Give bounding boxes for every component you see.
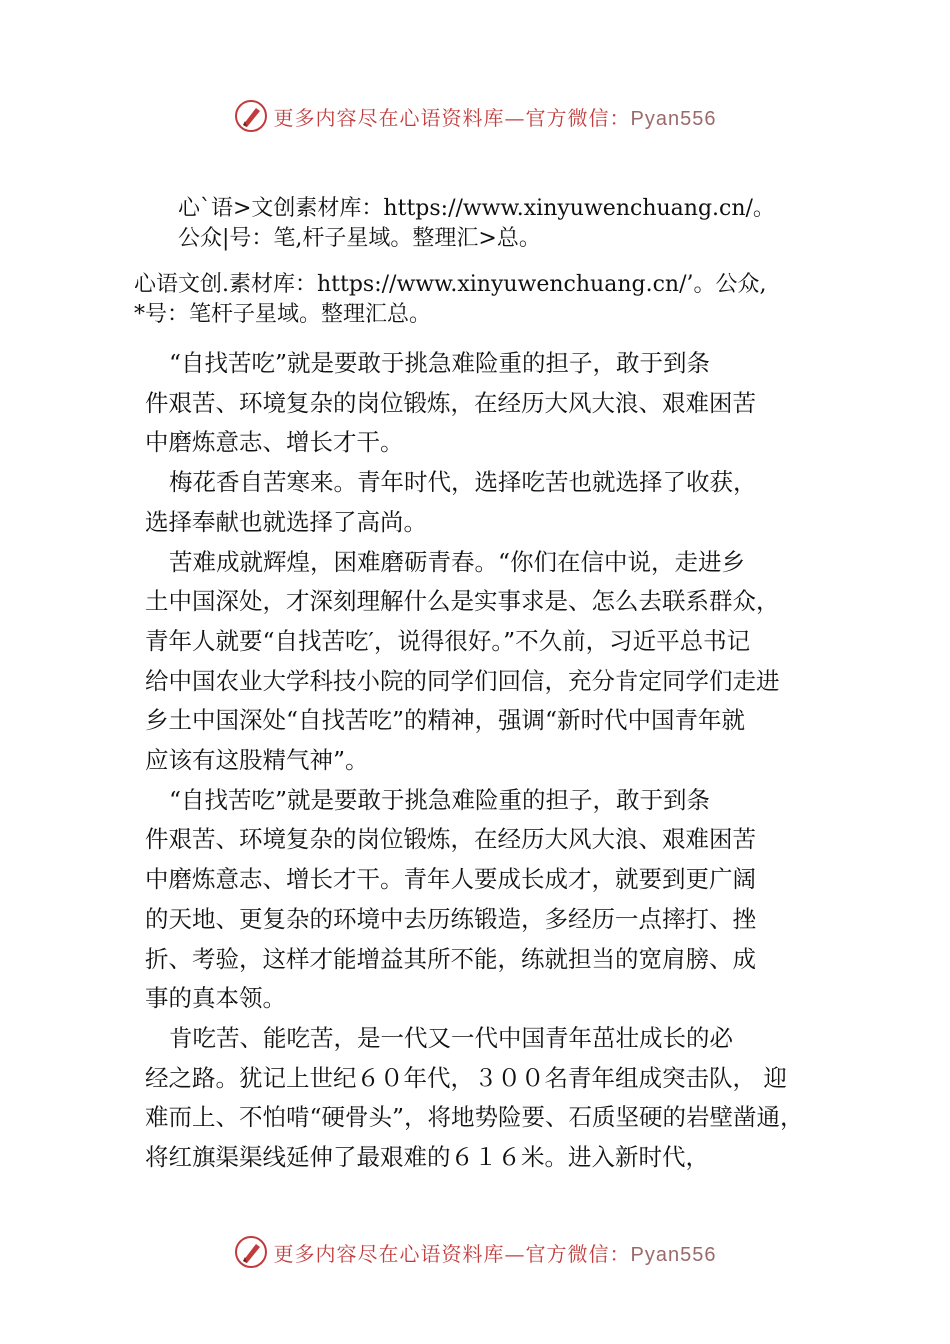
header-banner <box>0 96 950 136</box>
paragraph-1: “自找苦吃”就是要敢于挑急难险重的担子，敢于到条 件艰苦、环境复杂的岗位锻炼，在经历大风大浪、艰难困苦 中磨炼意志、增长才干。 <box>145 349 756 457</box>
source-note-2: 心语文创.素材库：https://www.xinyuwenchuang.cn/’。公众, *号：笔杆子星域。整理汇总。 <box>134 272 767 327</box>
source-note-1: 心`语>文创素材库：https://www.xinyuwenchuang.cn/。 公众|号：笔,杆子星域。整理汇>总。 <box>178 196 775 251</box>
banner-text: 更多内容尽在心语资料库—官方微信：Pyan556 <box>273 105 717 130</box>
article-body <box>145 344 835 1178</box>
pen-logo-icon <box>234 99 268 133</box>
paragraph-4: “自找苦吃”就是要敢于挑急难险重的担子，敢于到条 件艰苦、环境复杂的岗位锻炼，在经历大风大浪、艰难困苦 中磨炼意志、增长才干。青年人要成长成才，就要到更广阔 的天地、更复杂的环境中去历练锻造，多经历一点摔打、挫 折、考验，这样才能增益其所不能，练就担当的宽肩膀、成 事的真本领。 <box>145 785 756 1013</box>
banner-text: 更多内容尽在心语资料库—官方微信：Pyan556 <box>273 1241 717 1266</box>
paragraph-3: 苦难成就辉煌，困难磨砺青春。“你们在信中说，走进乡 土中国深处，才深刻理解什么是实事求是、怎么去联系群众， 青年人就要“自找苦吃′，说得很好。”不久前，习近平总书记 给中国农业大学科技小院的同学们回信，充分肯定同学们走进 乡土中国深处“自找苦吃”的精神，强调“新时代中国青年就 应该有这股精气神”。 <box>145 547 780 775</box>
footer-banner <box>0 1232 950 1272</box>
pen-logo-icon <box>234 1235 268 1269</box>
paragraph-2: 梅花香自苦寒来。青年时代，选择吃苦也就选择了收获， 选择奉献也就选择了高尚。 <box>145 468 757 536</box>
paragraph-5: 肯吃苦、能吃苦，是一代又一代中国青年茁壮成长的必 经之路。犹记上世纪６０年代，３００名青年组成突击队， 迎 难而上、不怕啃“硬骨头”，将地势险要、石质坚硬的岩壁凿通， 将红旗渠渠线延伸了最艰难的６１６米。进入新时代， <box>145 1023 804 1172</box>
